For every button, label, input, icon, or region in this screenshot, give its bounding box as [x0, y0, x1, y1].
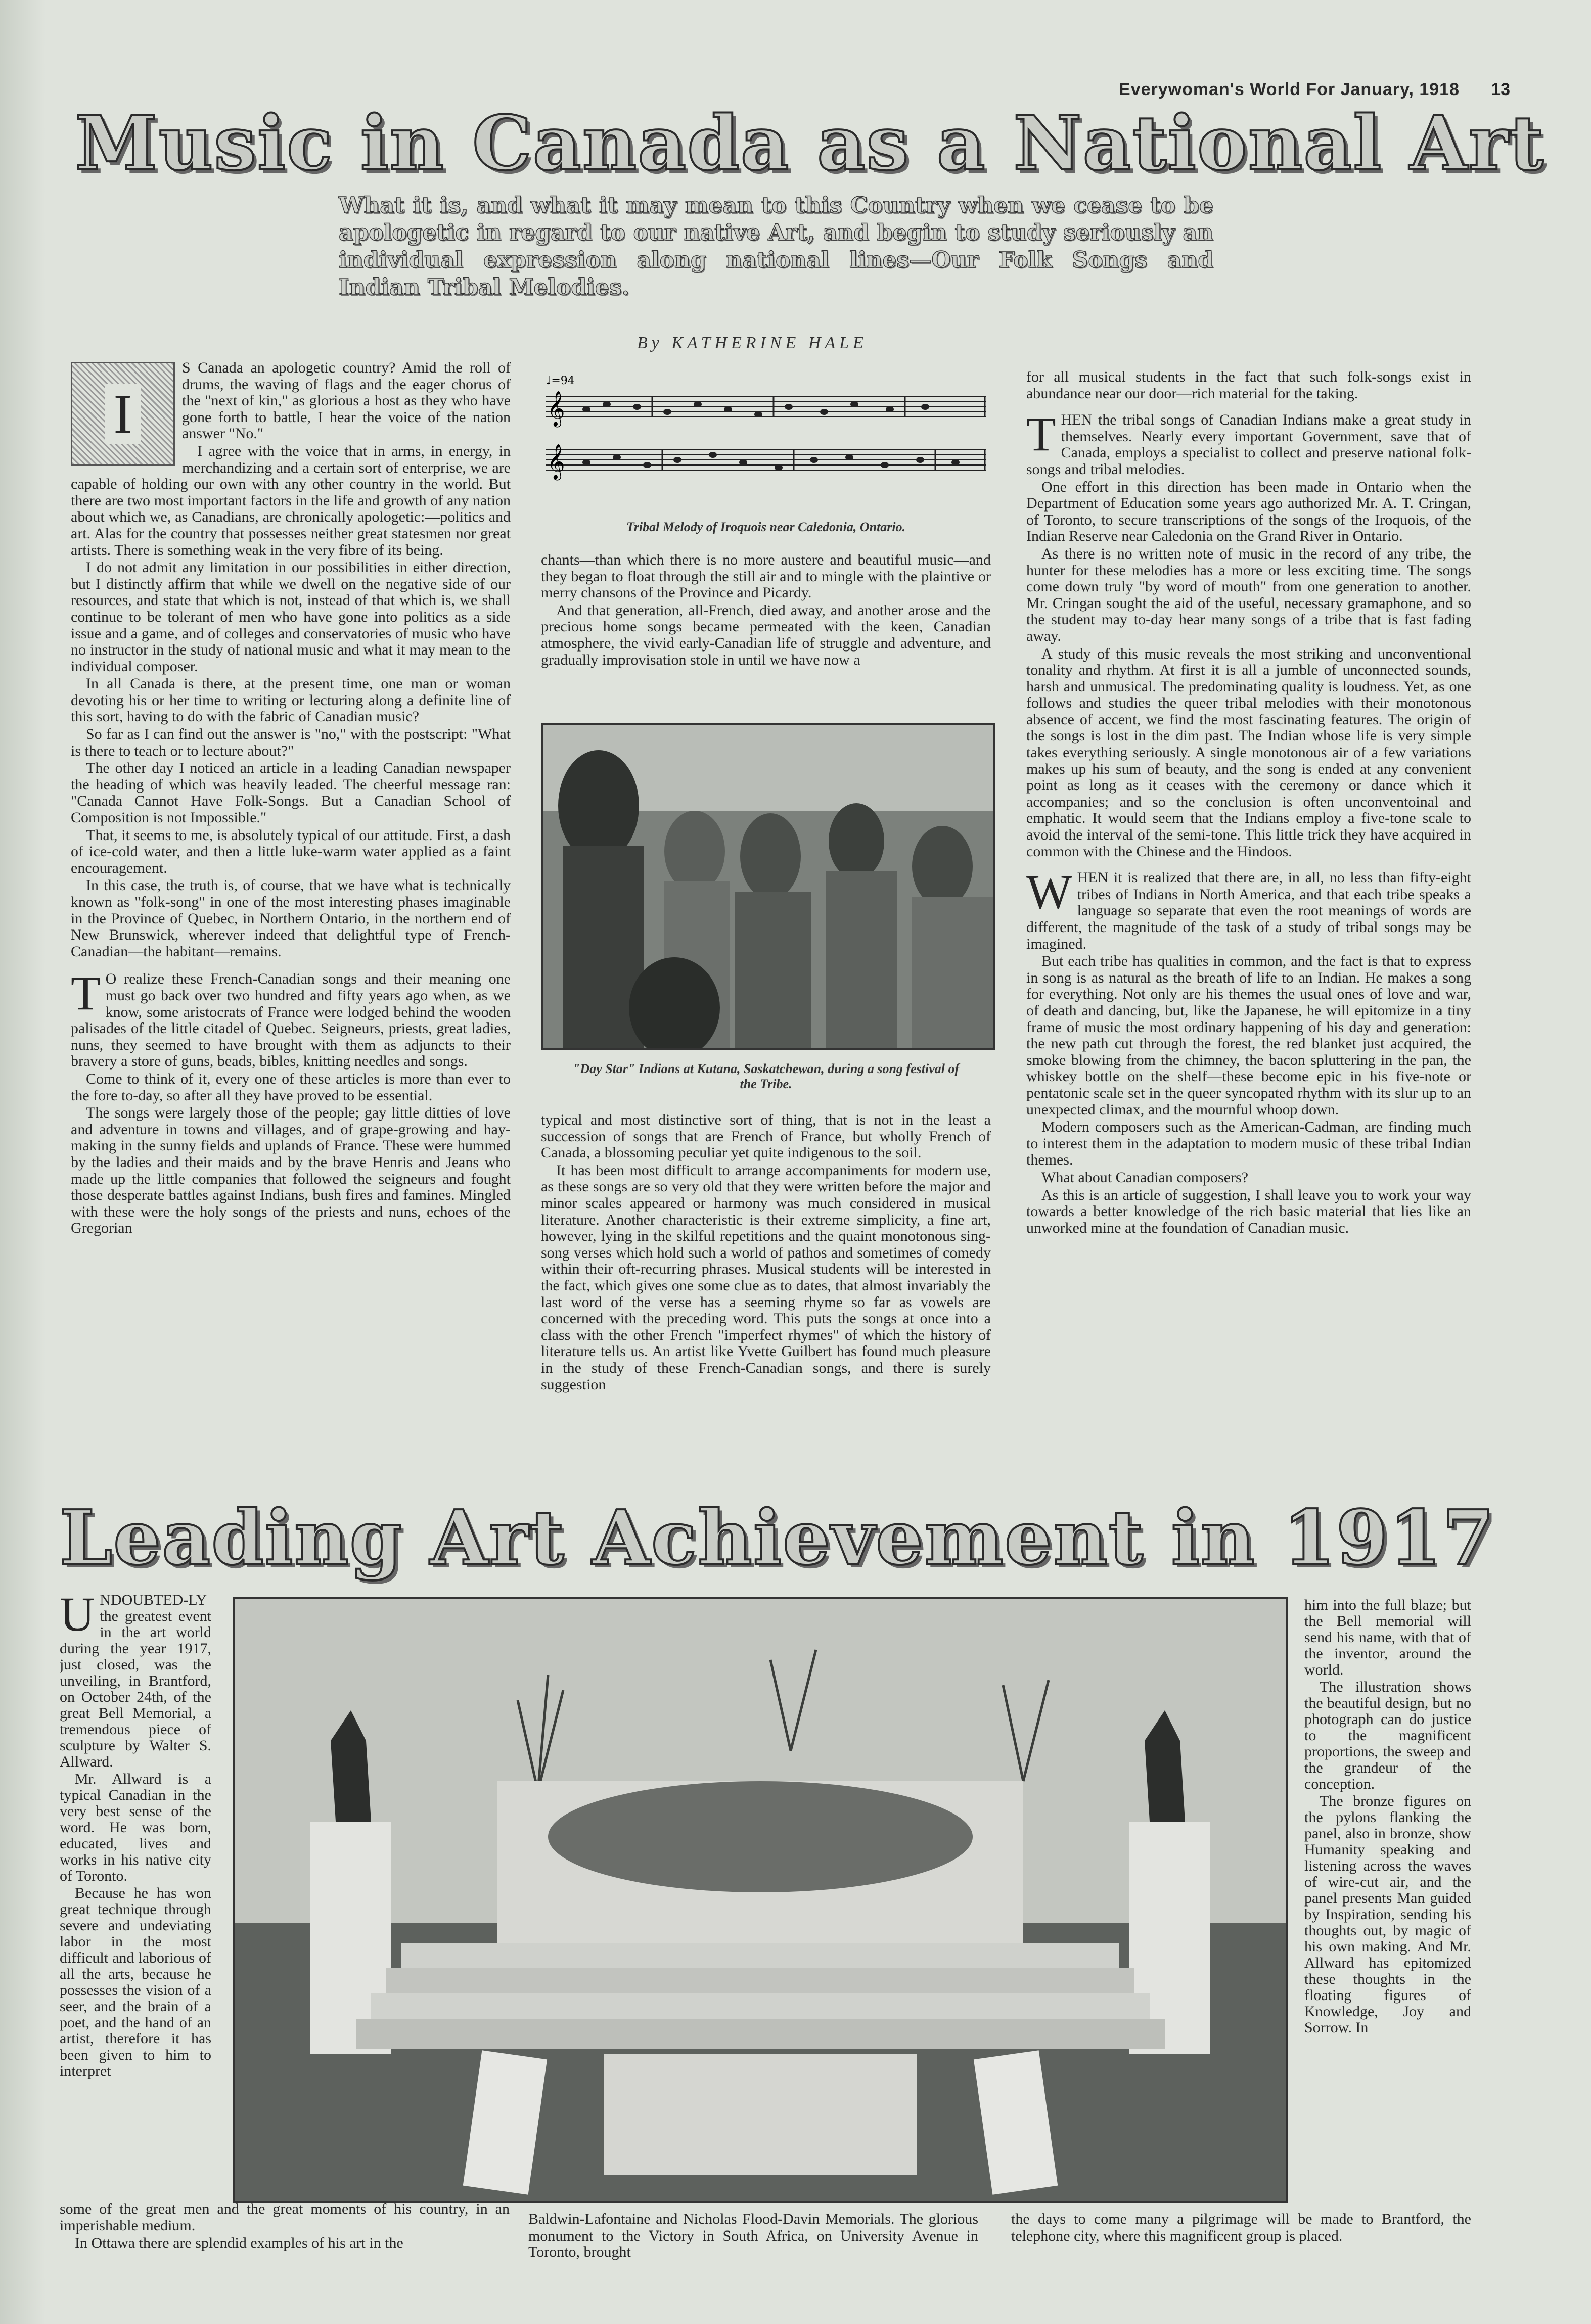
paragraph: In all Canada is there, at the present time, one man or woman devoting his or her time to writing or lecturing along a definite line of this sort, having to do with the fabric of Canadian music? [71, 675, 511, 725]
barlines [652, 397, 985, 470]
paragraph: And that generation, all-French, died away, and another arose and the precious home songs became permeated with the keen, Canadian atmosphere, the vivid early-Canadian life of struggle and adventure, and gradually improvisation stole in until we have now a [541, 601, 991, 668]
ornamental-drop-cap: I [71, 362, 175, 466]
paragraph: Because he has won great technique through severe and undeviating labor in the most difficult and laborious of all the arts, because he possesses the vision of a seer, and the brain of a poet, and the hand of an artist, therefore it has been given to him to interpret [60, 1885, 211, 2079]
paragraph: The bronze figures on the pylons flanking the panel, also in bronze, show Humanity speaking and listening across the waves of wire-cut air, and the panel presents Man guided by Inspiration, sending his thoughts out, by magic of his own making. And Mr. Allward has epitomized these thoughts in the floating figures of Knowledge, Joy and Sorrow. In [1304, 1793, 1471, 2036]
art-bottom-middle [528, 2211, 978, 2267]
paragraph: Mr. Allward is a typical Canadian in the very best sense of the word. He was born, educated, lives and works in his native city of Toronto. [60, 1771, 211, 1884]
art-right-column [1304, 1597, 1471, 2199]
drop-cap: U [60, 1592, 95, 1641]
paragraph: some of the great men and the great moments of his country, in an imperishable medium. [60, 2201, 510, 2234]
music-notation [541, 369, 991, 505]
byline: By KATHERINE HALE [637, 334, 868, 352]
paragraph: That, it seems to me, is absolutely typical of our attitude. First, a dash of ice-cold water, and then a little luke-warm water applied as a faint encouragement. [71, 826, 511, 876]
column-2-top [541, 552, 991, 714]
column-2-bottom [541, 1112, 991, 1435]
drop-cap: W [1026, 865, 1072, 919]
drop-cap: T [71, 966, 101, 1020]
drop-cap: T [1026, 407, 1056, 461]
paragraph: I agree with the voice that in arms, in energy, in merchandizing and a certain sort of enterprise, we are capable of holding our own with any other country in the world. But there are two most important factors in the life and growth of any nation about which we, as Canadians, are chronically apologetic:—politics and art. Alas for the country that possesses neither great statesmen nor great artists. There is something weak in the very fibre of its being. [71, 442, 511, 559]
paragraph: A study of this music reveals the most striking and unconventional tonality and rhythm. At first it is all a jumble of unconnected sounds, harsh and unmusical. The predominating quality is loudness. Yet, as one follows and studies the queer tribal melodies with their monotonous absence of accent, we find the most fascinating features. The origin of the songs is lost in the dim past. The Indian whose life is very simple takes everything seriously. A single monotonous air of a few variations makes up his sum of beauty, and the song is ended at any convenient point as long as it ceases with the ceremony or dance which it accompanies; and so the conclusion is often unconventoinal and emphatic. It would seem that the Indians employ a five-tone scale to avoid the interval of the semi-tone. This little trick they have acquired in common with the Chinese and the Hindoos. [1026, 645, 1471, 860]
page-binding-edge [0, 0, 46, 2324]
paragraph: In Ottawa there are splendid examples of his art in the [75, 2235, 403, 2252]
paragraph: In this case, the truth is, of course, that we have what is technically known as "folk-song" in one of the most interesting phases imaginable in the Province of Quebec, in Northern Ontario, in the northern end of New Brunswick, wherever indeed that delightful type of French-Canadian—the habitant—remains. [71, 877, 511, 960]
photo-indians-festival [541, 723, 995, 1050]
memorial-illustration [235, 1599, 1286, 2201]
tempo-marking: ♩=94 [546, 375, 575, 387]
paragraph: But each tribe has qualities in common, and the fact is that to express in song is as natural as the breath of life to an Indian. He makes a song for everything. Not only are his themes the usual ones of love and war, of death and dancing, but, like the Japanese, he will epitomize in a tiny frame of music the most ordinary happening of his day and generation: the new path cut through the forest, the red blanket just acquired, the smoke blowing from the chimney, the bacon spluttering in the pan, the whiskey bottle on the shelf—these become epic in his five-note or pentatonic scale set in the queer syncopated rhythm with its slur up to an unexpected climax, and the mournful whoop down. [1026, 953, 1471, 1118]
article-deck: What it is, and what it may mean to this Country when we cease to be apologetic in regard to our native Art, and begin to study seriously an individual expression along national lines—Our Folk Songs and Indian Tribal Melodies. [339, 193, 1213, 300]
paragraph: As this is an article of suggestion, I shall leave you to work your way towards a better knowledge of the rich basic material that lies like an unworked mine at the foundation of Canadian music. [1026, 1186, 1471, 1236]
column-3 [1026, 369, 1471, 1435]
article-title-art: Leading Art Achievement in 1917 [60, 1494, 1495, 1582]
paragraph: It has been most difficult to arrange accompaniments for modern use, as these songs are so very old that they were written before the major and minor scales appeared or harmony was much considered in musical literature. Another characteristic is their extreme simplicity, a fine art, however, lying in the skilful repetitions and the quaint monotonous sing-song verses which hold such a world of pathos and sometimes of comedy within their oft-recurring phrases. Musical students will be interested in the fact, which gives one some clue as to dates, that almost invariably the last word of the verse has a seeming rhyme so far as vowels are concerned with the preceding word. This puts the songs at once into a class with the other French "imperfect rhymes" of which the history of literature tells us. An artist like Yvette Guilbert has found much pleasure in the study of these French-Canadian songs, and there is surely suggestion [541, 1161, 991, 1393]
article-title-music: Music in Canada as a National Art [75, 99, 1545, 187]
paragraph: chants—than which there is no more austere and beautiful music—and they began to float through the still air and to mingle with the plaintive or merry chansons of the Province and Picardy. [541, 552, 991, 601]
paragraph: The songs were largely those of the people; gay little ditties of love and adventure in towns and villages, and of grape-growing and hay-making in the sunny fields and uplands of France. These were hummed by the ladies and their maids and by the brave Henris and Jeans who made up the little companies that followed the seigneurs and fought those desperate battles against Indians, bush fires and famines. Mingled with these were the holy songs of the priests and nuns, echoes of the Gregorian [71, 1104, 511, 1237]
paragraph: So far as I can find out the answer is "no," with the postscript: "What is there to teach or to lecture about?" [71, 726, 511, 759]
photo-bell-memorial [233, 1597, 1288, 2203]
art-bottom-left [60, 2201, 510, 2262]
art-left-column [60, 1592, 211, 2199]
paragraph: One effort in this direction has been made in Ontario when the Department of Education some years ago authorized Mr. A. T. Cringan, of Toronto, to secure transcriptions of the songs of the Iroquois, of the Indian Reserve near Caledonia on the Grand River in Ontario. [1026, 478, 1471, 545]
paragraph: for all musical students in the fact that such folk-songs exist in abundance near our door—rich material for the taking. [1026, 369, 1471, 402]
treble-clef-icon: 𝄞 [547, 392, 565, 425]
paragraph: T O realize these French-Canadian songs and their meaning one must go back over two hundred and fifty years ago when, as we know, some aristocrats of France were lodged behind the wooden palisades of the little citadel of Quebec. Seigneurs, priests, great ladies, nuns, they seemed to have brought with them as adjuncts to their bravery a store of guns, beads, bibles, knitting needles and songs. [71, 966, 511, 1070]
photo-caption-festival: "Day Star" Indians at Kutana, Saskatchewan, during a song festival of the Tribe. [572, 1061, 960, 1091]
paragraph: Modern composers such as the American-Cadman, are finding much to interest them in the adaptation to modern music of these tribal Indian themes. [1026, 1119, 1471, 1169]
paragraph: The other day I noticed an article in a leading Canadian newspaper the heading of which was heavily leaded. The cheerful message ran: "Canada Cannot Have Folk-Songs. But a Canadian School of Composition is not Impossible." [71, 760, 511, 826]
paragraph: UNDOUBTED-LY the greatest event in the art world during the year 1917, just closed, was the unveiling, in Brantford, on October 24th, of the great Bell Memorial, a tremendous piece of sculpture by Walter S. Allward. [60, 1592, 211, 1770]
paragraph: typical and most distinctive sort of thing, that is not in the least a succession of songs that are French of France, but wholly French of Canada, a blossoming peculiar yet quite indigenous to the soil. [541, 1112, 991, 1161]
paragraph: WHEN it is realized that there are, in all, no less than fifty-eight tribes of Indians in North America, and that each tribe speaks a language so separate that even the root meanings of words are different, the magnitude of the task of a study of tribal songs may be imagined. [1026, 865, 1471, 952]
paragraph: As there is no written note of music in the record of any tribe, the hunter for these melodies has a more or less exciting time. The songs come down truly "by word of mouth" from one generation to another. Mr. Cringan sought the aid of the useful, necessary gramaphone, and so the student may to-day hear many songs of a tribe that is fast fading away. [1026, 545, 1471, 644]
paragraph: The illustration shows the beautiful design, but no photograph can do justice to the magnificent proportions, the sweep and the grandeur of the conception. [1304, 1679, 1471, 1792]
music-caption: Tribal Melody of Iroquois near Caledonia, Ontario. [626, 520, 906, 534]
paragraph: the days to come many a pilgrimage will be made to Brantford, the telephone city, where this magnificent group is placed. [1011, 2211, 1471, 2244]
paragraph: What about Canadian composers? [1041, 1169, 1249, 1186]
running-header: Everywoman's World For January, 1918 [1119, 80, 1460, 99]
paragraph: Come to think of it, every one of these articles is more than ever to the fore to-day, so after all they have proved to be essential. [71, 1070, 511, 1104]
paragraph: Baldwin-Lafontaine and Nicholas Flood-Davin Memorials. The glorious monument to the Victory in South Africa, on University Avenue in Toronto, brought [528, 2211, 978, 2261]
column-1 [71, 360, 511, 1436]
paragraph: THEN the tribal songs of Canadian Indians make a great study in themselves. Nearly every important Government, save that of Canada, employs a specialist to collect and preserve national folk-songs and tribal melodies. [1026, 407, 1471, 478]
paragraph: him into the full blaze; but the Bell memorial will send his name, with that of the inventor, around the world. [1304, 1597, 1471, 1678]
paragraph: S Canada an apologetic country? Amid the roll of drums, the waving of flags and the eager chorus of the "next of kin," as glorious a host as they who have gone forth to battle, I hear the voice of the nation answer "No." [182, 360, 511, 442]
paragraph: I do not admit any limitation in our possibilities in either direction, but I distinctly affirm that while we dwell on the negative side of our resources, and state that which is not, instead of that which is, we shall continue to be tolerant of men who have gone into politics as a side issue and a game, and of colleges and conservatories of music who have no instructor in the study of national music and what it may mean to the individual composer. [71, 559, 511, 675]
treble-clef-icon: 𝄞 [547, 445, 565, 478]
art-bottom-right [1011, 2211, 1471, 2267]
page-number: 13 [1491, 80, 1510, 99]
photo-illustration [543, 725, 993, 1048]
staff-1 [546, 397, 986, 417]
